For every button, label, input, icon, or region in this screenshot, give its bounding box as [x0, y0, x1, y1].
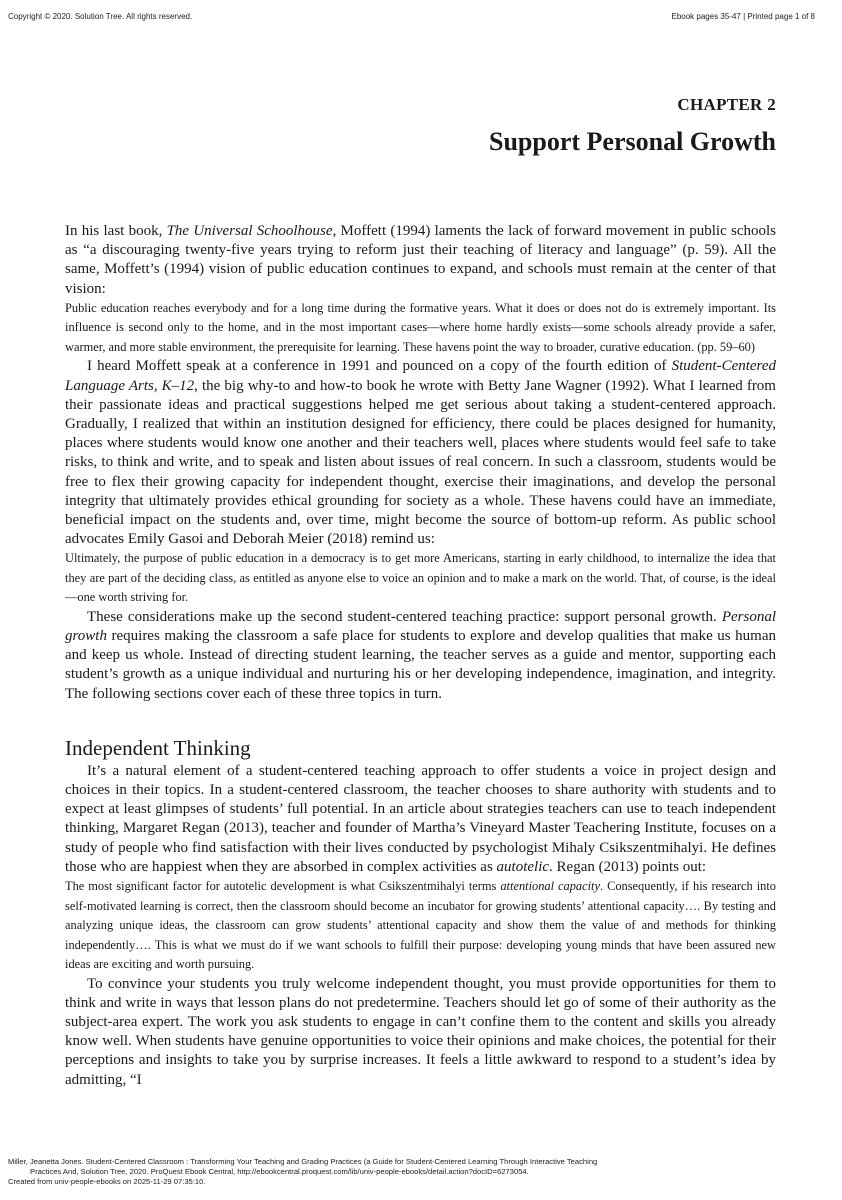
section-heading-independent-thinking: Independent Thinking [65, 735, 251, 760]
text-run: I heard Moffett speak at a conference in 1991 and pounced on a copy of the fourth edition of [87, 358, 672, 375]
block-quote-gasoi-meier: Ultimately, the purpose of public education in a democracy is to get more Americans, starting in early childhood, to internalize the idea that they are part of the deciding class, as entitled as anyone else to voice an opinion and to make a mark on the world. That, of course, is the ideal—one worth striving for. [65, 551, 776, 605]
created-from-line: Created from univ-people-ebooks on 2025-11-29 07:35:10. [8, 1177, 206, 1186]
block-quote-regan [65, 877, 776, 975]
paragraph-intro [65, 222, 776, 299]
paragraph-moffett-conference [65, 357, 776, 549]
term-personal-growth: Personal growth [65, 608, 776, 645]
block-quote-moffett: Public education reaches everybody and for a long time during the formative years. What it does or does not do is extremely important. Its influence is second only to the home, and in the most important cases—where home hardly exists—some schools already provide a safer, warmer, and more stable environment, the prerequisite for learning. These havens point the way to broader, curative education. (pp. 59–60) [65, 300, 776, 354]
text-run: , Moffett (1994) laments the lack of forward movement in public schools as “a discouraging twenty-five years trying to reform just their teaching of literacy and language” (p. 59). All the same, Moffett’s (1994) vision of public education continues to expand, and schools must remain at the center of that vision: [65, 223, 776, 297]
paragraph-welcome-independent-thought: To convince your students you truly welcome independent thought, you must provide opportunities for them to think and write in ways that lesson plans do not predetermine. Teachers should let go of some of their authority as the subject-area expert. The work you ask students to engage in can’t confine them to the content and skills you already know well. When students have genuine opportunities to voice their opinions and make choices, the potential for their perceptions and insights to take you by surprise increases. It feels a little awkward to respond to a student’s idea by admitting, “I [65, 975, 776, 1088]
text-run: The most significant factor for autotelic development is what Csikszentmihalyi terms [65, 879, 501, 894]
term-autotelic: autotelic [496, 858, 550, 875]
page-info: Ebook pages 35-47 | Printed page 1 of 8 [671, 12, 815, 21]
text-run: . Regan (2013) points out: [549, 858, 707, 875]
paragraph-personal-growth [65, 608, 776, 704]
citation-footer [8, 1157, 597, 1187]
book-title-student-centered-language-arts: Student-Centered Language Arts, K–12 [65, 358, 776, 394]
text-run: These considerations make up the second student-centered teaching practice: support personal growth. [87, 608, 722, 625]
citation-line: Practices And, Solution Tree, 2020. ProQuest Ebook Central, http://ebookcentral.proquest.com/lib/univ-people-ebooks/detail.action?docID=6273054. [30, 1167, 529, 1176]
term-attentional-capacity: attentional capacity [500, 879, 600, 894]
text-run: It’s a natural element of a student-centered teaching approach to offer students a voice in project design and choices in their topics. In a student-centered classroom, the teacher chooses to share authority with students and to expect at least glimpses of students’ full potential. In an article about strategies teachers can use to teach independent thinking, Margaret Regan (2013), teacher and founder of Martha’s Vineyard Master Teachering Institute, focuses on a study of people who find satisfaction with their lives conducted by psychologist Mihaly Csikszentmihalyi. He defines those who are happiest when they are absorbed in complex activities as [65, 762, 776, 875]
text-run: In his last book, [65, 223, 167, 239]
body-text [65, 222, 776, 1090]
chapter-label: CHAPTER 2 [677, 95, 776, 114]
copyright-notice: Copyright © 2020. Solution Tree. All rights reserved. [8, 12, 193, 21]
book-title-universal-schoolhouse: The Universal Schoolhouse [166, 223, 333, 239]
text-run: requires making the classroom a safe place for students to explore and develop qualities that make us human and keep us whole. Instead of directing student learning, the teacher serves as a guide and mentor, supporting each student’s growth as a unique individual and nurturing his or her developing independence, imagination, and integrity. The following sections cover each of these three topics in turn. [65, 628, 776, 702]
text-run: , the big why-to and how-to book he wrote with Betty Jane Wagner (1992). What I learned from their passionate ideas and practical suggestions helped me get serious about taking a student-centered approach. Gradually, I realized that within an institution designed for efficiency, there could be places designed for humanity, places where students would know one another and their teachers well, places where students would feel safe to take risks, to think and write, and to speak and listen about issues of real concern. In such a classroom, students would be free to flex their growing capacity for independent thought, exercise their imaginations, and develop the personal integrity that ultimately provides ethical grounding for society as a whole. These havens could have an immediate, beneficial impact on the students and, over time, might become the source of bottom-up reform. As public school advocates Emily Gasoi and Deborah Meier (2018) remind us: [65, 377, 776, 548]
chapter-title: Support Personal Growth [489, 127, 776, 156]
text-run: . Consequently, if his research into self-motivated learning is correct, then the classroom should become an incubator for growing students’ attentional capacity…. By testing and analyzing unique ideas, the classroom can grow students’ attentional capacity and show them the value of and methods for thinking independently…. This is what we must do if we want schools to fulfill their purpose: developing young minds that have been assured new ideas are exciting and worth pursuing. [65, 879, 777, 972]
paragraph-independent-thinking [65, 762, 776, 877]
citation-line: Miller, Jeanetta Jones. Student-Centered Classroom : Transforming Your Teaching and Grading Practices (a Guide for Student-Centered Learning Through Interactive Teaching [8, 1157, 598, 1166]
